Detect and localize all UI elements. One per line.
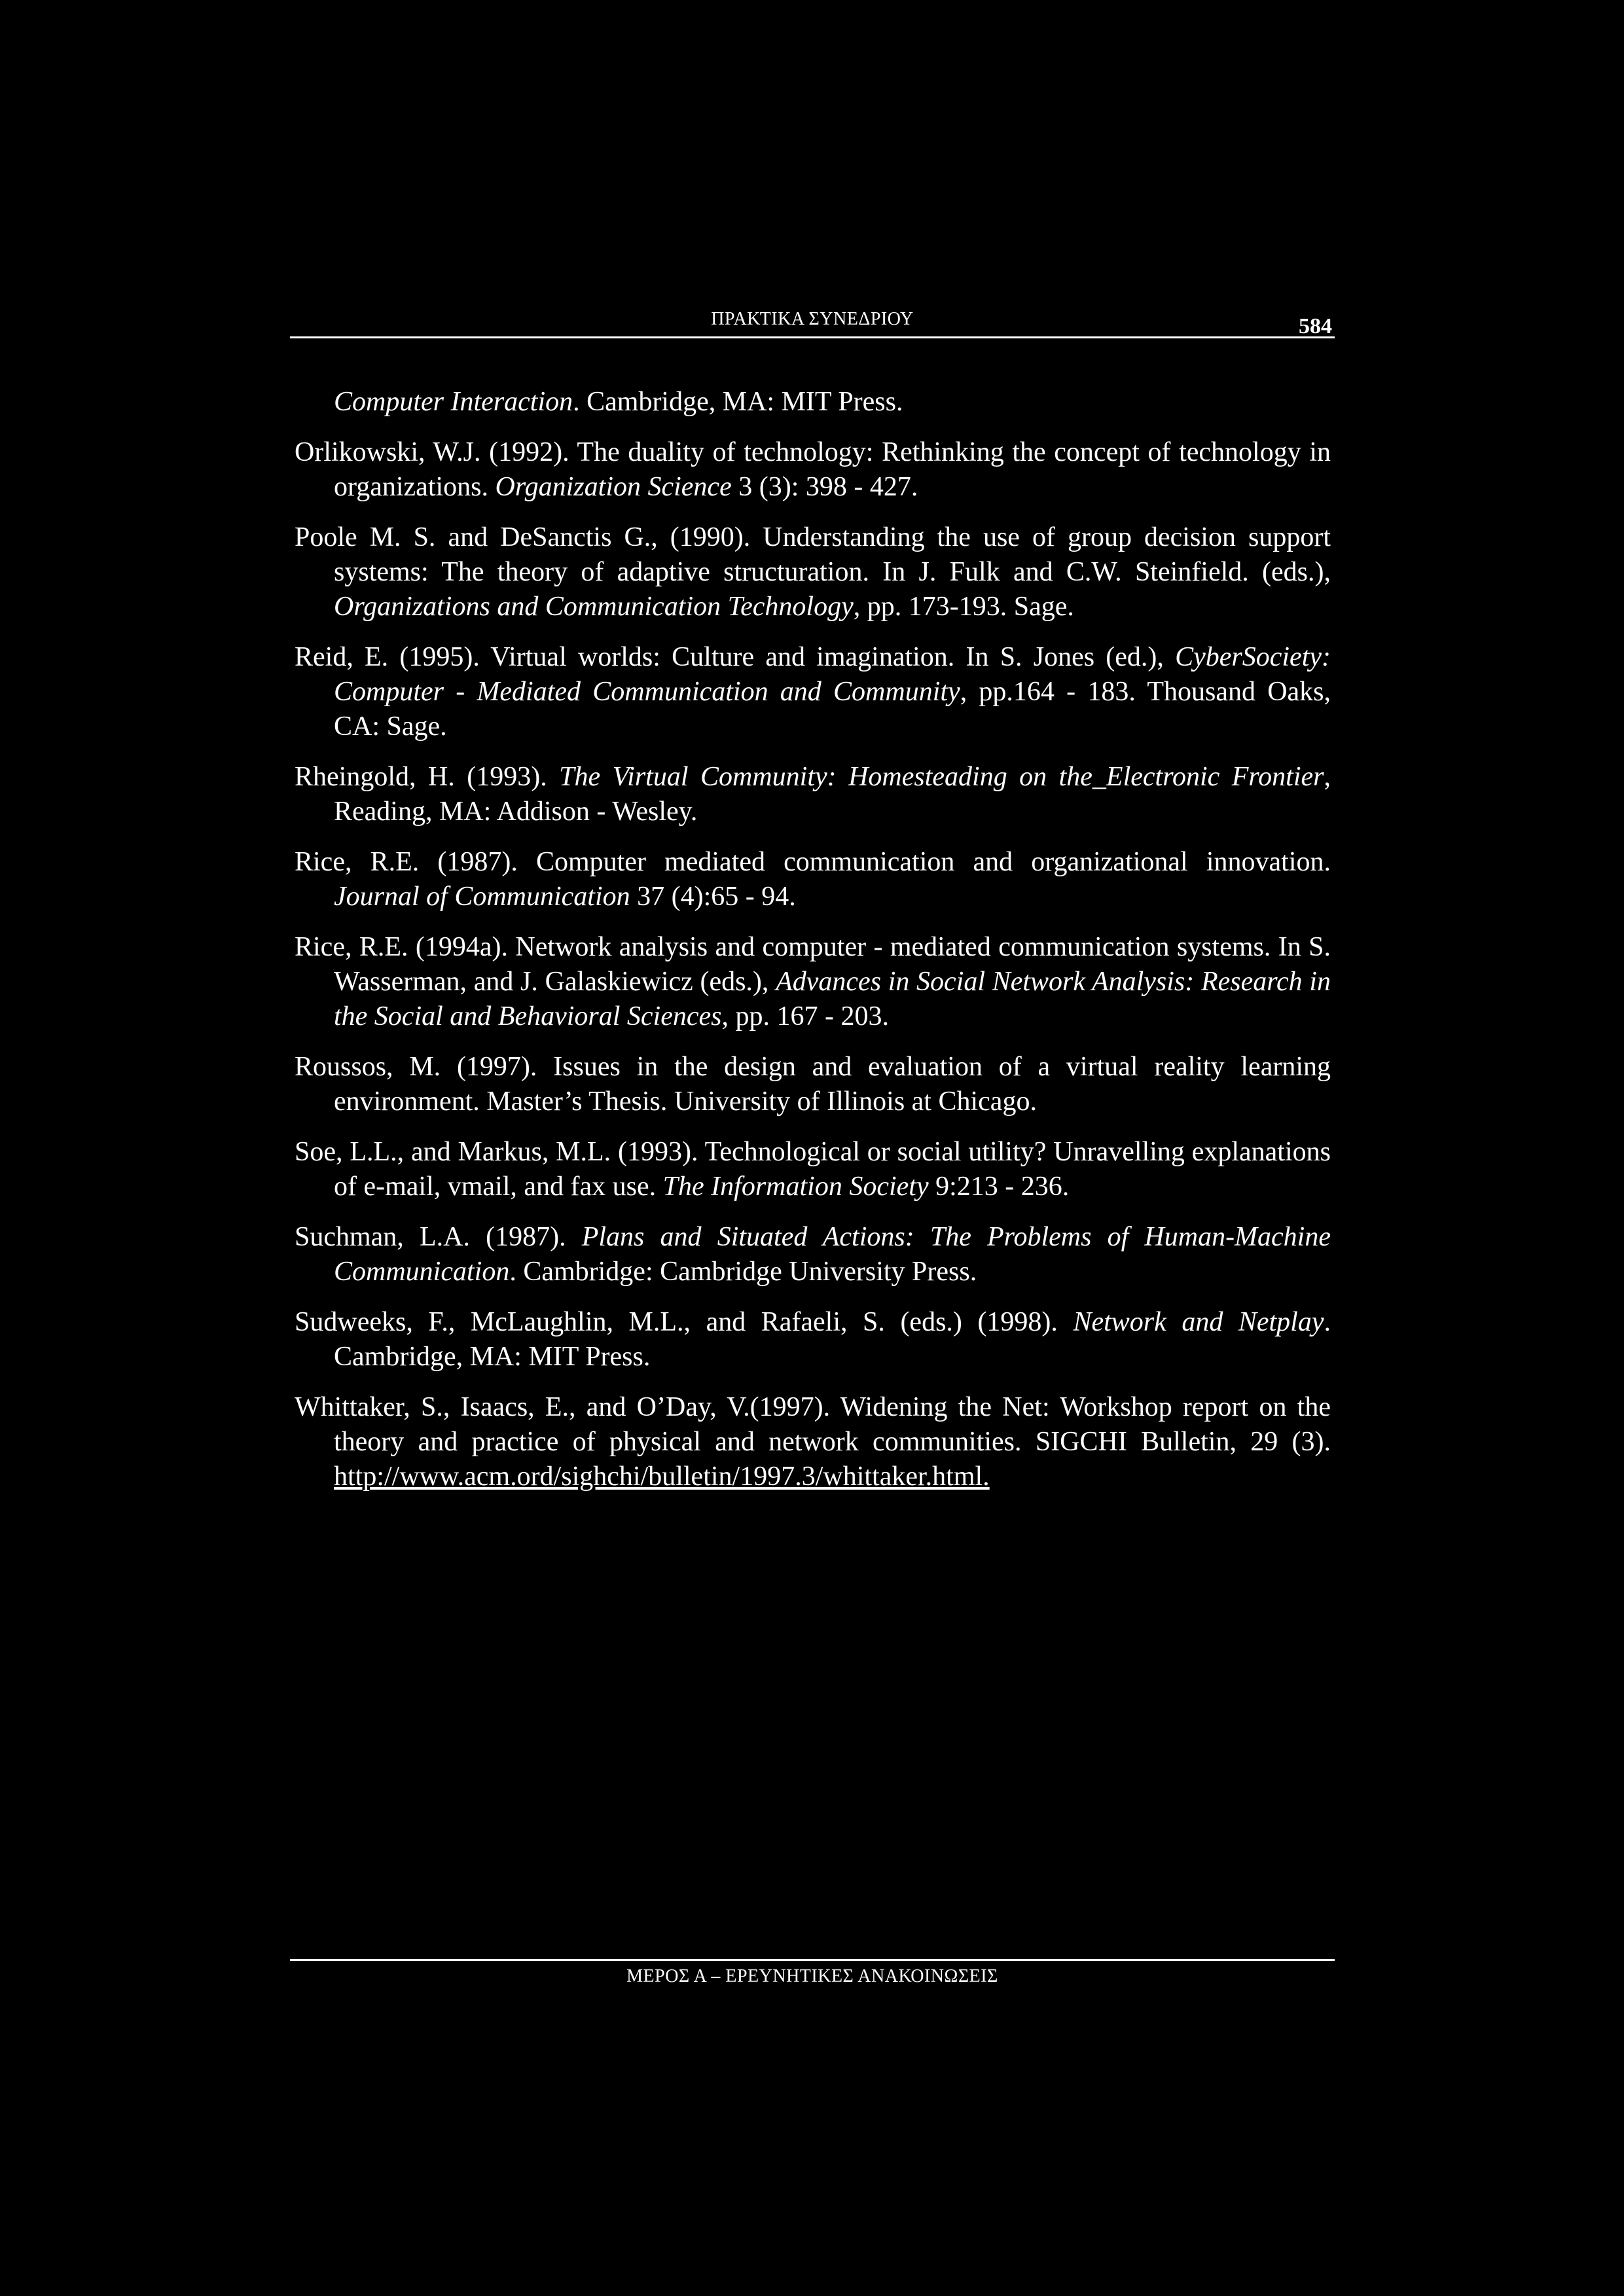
reference-entry <box>295 435 1331 505</box>
reference-entry <box>295 1220 1331 1289</box>
reference-text: . Cambridge, MA: MIT Press. <box>573 387 903 417</box>
reference-list <box>295 385 1331 1510</box>
reference-title-italic: CyberSociety: Computer - Mediated Communication and Community <box>334 642 1331 707</box>
reference-text: Soe, L.L., and Markus, M.L. (1993). Technological or social utility? Unravelling explanations of e-mail, vmail, and fax use. <box>295 1137 1331 1202</box>
reference-text: 37 (4):65 - 94. <box>630 882 796 912</box>
reference-url-link[interactable]: http://www.acm.ord/sighchi/bulletin/1997.3/whittaker.html. <box>334 1462 990 1492</box>
header-title: ΠΡΑΚΤΙΚΑ ΣΥΝΕΔΡΙΟΥ <box>711 309 914 329</box>
reference-title-italic: Organizations and Communication Technology <box>334 592 854 622</box>
reference-entry <box>295 930 1331 1034</box>
running-footer <box>290 1959 1335 1986</box>
reference-title-italic: Journal of Communication <box>334 882 630 912</box>
reference-text: , pp.164 - 183. Thousand Oaks, CA: Sage. <box>334 677 1331 742</box>
reference-text: Sudweeks, F., McLaughlin, M.L., and Rafaeli, S. (eds.) (1998). <box>295 1307 1074 1337</box>
reference-entry <box>295 760 1331 829</box>
reference-title-italic: Network and Netplay <box>1073 1307 1324 1337</box>
footer-title: ΜΕΡΟΣ Α – ΕΡΕΥΝΗΤΙΚΕΣ ΑΝΑΚΟΙΝΩΣΕΙΣ <box>626 1966 998 1986</box>
reference-text: , pp. 167 - 203. <box>721 1001 889 1031</box>
reference-text: Orlikowski, W.J. (1992). The duality of technology: Rethinking the concept of technology in organizations. <box>295 437 1331 502</box>
reference-entry <box>295 1135 1331 1204</box>
reference-text: Poole M. S. and DeSanctis G., (1990). Understanding the use of group decision support systems: The theory of adaptive structuration. In J. Fulk and C.W. Steinfield. (eds.), <box>295 522 1331 587</box>
reference-text: Rheingold, H. (1993). <box>295 762 560 792</box>
reference-text: 9:213 - 236. <box>928 1172 1070 1202</box>
reference-text: , pp. 173-193. Sage. <box>853 592 1074 622</box>
reference-text: . Cambridge, MA: MIT Press. <box>334 1307 1331 1372</box>
reference-text: 3 (3): 398 - 427. <box>731 472 918 502</box>
reference-text: . Cambridge: Cambridge University Press. <box>509 1257 977 1287</box>
reference-entry <box>295 385 1331 420</box>
reference-entry <box>295 1390 1331 1494</box>
reference-text: Rice, R.E. (1987). Computer mediated communication and organizational innovation. <box>295 847 1331 877</box>
running-header <box>290 302 1335 338</box>
page-number: 584 <box>1299 314 1332 338</box>
reference-title-italic: Plans and Situated Actions: The Problems of Human-Machine Communication <box>334 1222 1331 1287</box>
reference-entry <box>295 640 1331 744</box>
reference-entry <box>295 1305 1331 1374</box>
reference-title-italic: Organization Science <box>495 472 732 502</box>
reference-entry <box>295 520 1331 624</box>
reference-text: Rice, R.E. (1994a). Network analysis and computer - mediated communication systems. In S. Wasserman, and J. Galaskiewicz (eds.), <box>295 932 1331 997</box>
reference-entry <box>295 845 1331 914</box>
reference-entry <box>295 1050 1331 1119</box>
reference-title-italic: Computer Interaction <box>334 387 573 417</box>
reference-title-italic: Advances in Social Network Analysis: Research in the Social and Behavioral Sciences <box>334 967 1331 1031</box>
reference-title-italic: The Virtual Community: Homesteading on the_Electronic Frontier <box>559 762 1324 792</box>
reference-text: Reid, E. (1995). Virtual worlds: Culture and imagination. In S. Jones (ed.), <box>295 642 1176 672</box>
reference-title-italic: The Information Society <box>662 1172 929 1202</box>
reference-text: Whittaker, S., Isaacs, E., and O’Day, V.(1997). Widening the Net: Workshop report on the theory and practice of physical and network communities. SIGCHI Bulletin, 29 (3). <box>295 1392 1331 1457</box>
reference-text: Suchman, L.A. (1987). <box>295 1222 582 1252</box>
reference-text: Roussos, M. (1997). Issues in the design and evaluation of a virtual reality learning environment. Master’s Thesis. University of Illinois at Chicago. <box>295 1052 1331 1117</box>
reference-text: , Reading, MA: Addison - Wesley. <box>334 762 1331 827</box>
